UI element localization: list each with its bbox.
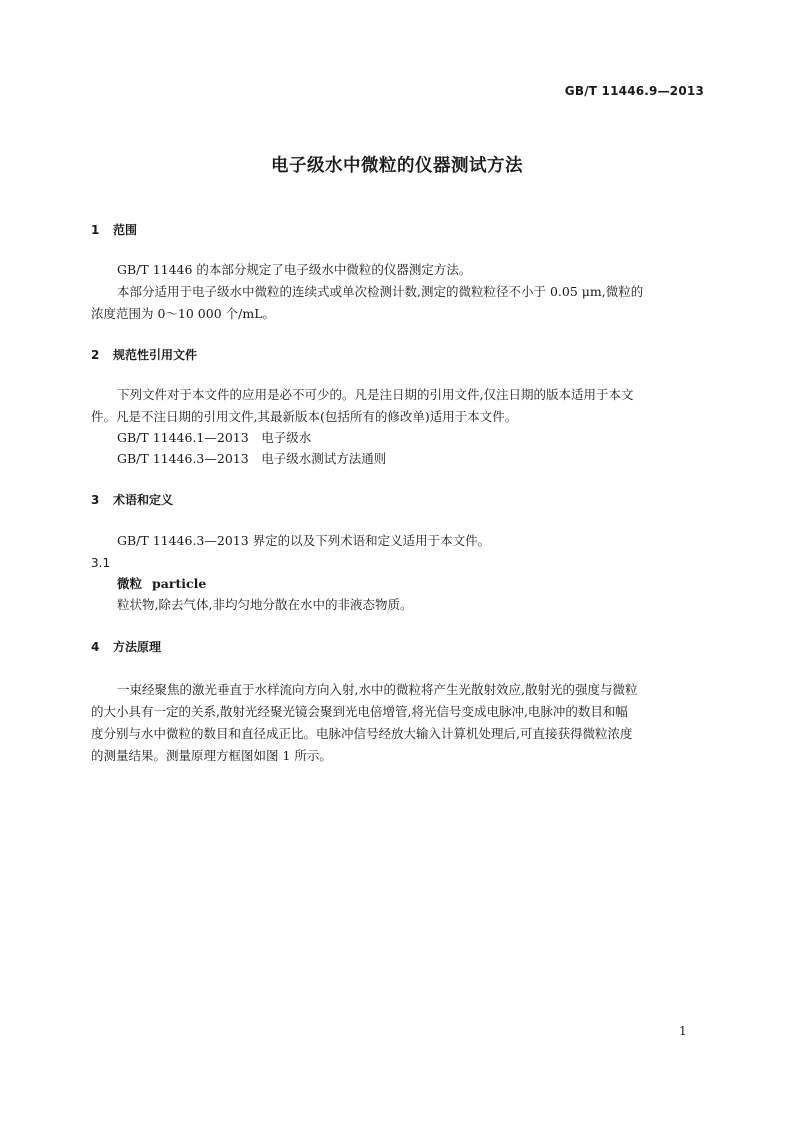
standard-code: GB/T 11446.9—2013 [564,84,704,98]
section-title: 方法原理 [113,640,162,654]
section-number: 3 [91,493,100,507]
term-heading [117,576,206,592]
paragraph-line: 件。凡是不注日期的引用文件,其最新版本(包括所有的修改单)适用于本文件。 [91,409,518,424]
paragraph-line: 下列文件对于本文件的应用是必不可少的。凡是注日期的引用文件,仅注日期的版本适用于本文 [117,387,634,402]
term-chinese: 微粒 [117,576,143,591]
section-title: 术语和定义 [113,493,174,507]
term-definition: 粒状物,除去气体,非均匀地分散在水中的非液态物质。 [117,597,413,612]
term-number: 3.1 [91,556,111,570]
document-title: 电子级水中微粒的仪器测试方法 [271,156,523,176]
paragraph-line: GB/T 11446 的本部分规定了电子级水中微粒的仪器测定方法。 [117,262,472,277]
section-number: 4 [91,640,100,654]
page-number: 1 [679,1024,687,1038]
paragraph-line: 的测量结果。测量原理方框图如图 1 所示。 [91,748,332,763]
reference-entry: GB/T 11446.1—2013 电子级水 [117,430,312,445]
section-1-heading [91,221,137,238]
paragraph-line: 本部分适用于电子级水中微粒的连续式或单次检测计数,测定的微粒粒径不小于 0.05 μm,微粒的 [117,284,644,299]
term-english: particle [152,576,207,591]
reference-entry: GB/T 11446.3—2013 电子级水测试方法通则 [117,451,387,466]
paragraph-line: 的大小具有一定的关系,散射光经聚光镜会聚到光电倍增管,将光信号变成电脉冲,电脉冲的数目和幅 [91,704,628,719]
paragraph-line: 度分别与水中微粒的数目和直径成正比。电脉冲信号经放大输入计算机处理后,可直接获得微粒浓度 [91,726,633,741]
section-2-heading [91,346,197,363]
section-title: 规范性引用文件 [113,348,198,362]
section-4-heading [91,638,161,655]
section-3-heading [91,491,173,508]
paragraph-line: 浓度范围为 0～10 000 个/mL。 [91,306,276,321]
section-title: 范围 [113,223,138,237]
paragraph-line: 一束经聚焦的激光垂直于水样流向方向入射,水中的微粒将产生光散射效应,散射光的强度与微粒 [117,682,638,697]
paragraph-line: GB/T 11446.3—2013 界定的以及下列术语和定义适用于本文件。 [117,533,491,548]
section-number: 2 [91,348,100,362]
section-number: 1 [91,223,100,237]
